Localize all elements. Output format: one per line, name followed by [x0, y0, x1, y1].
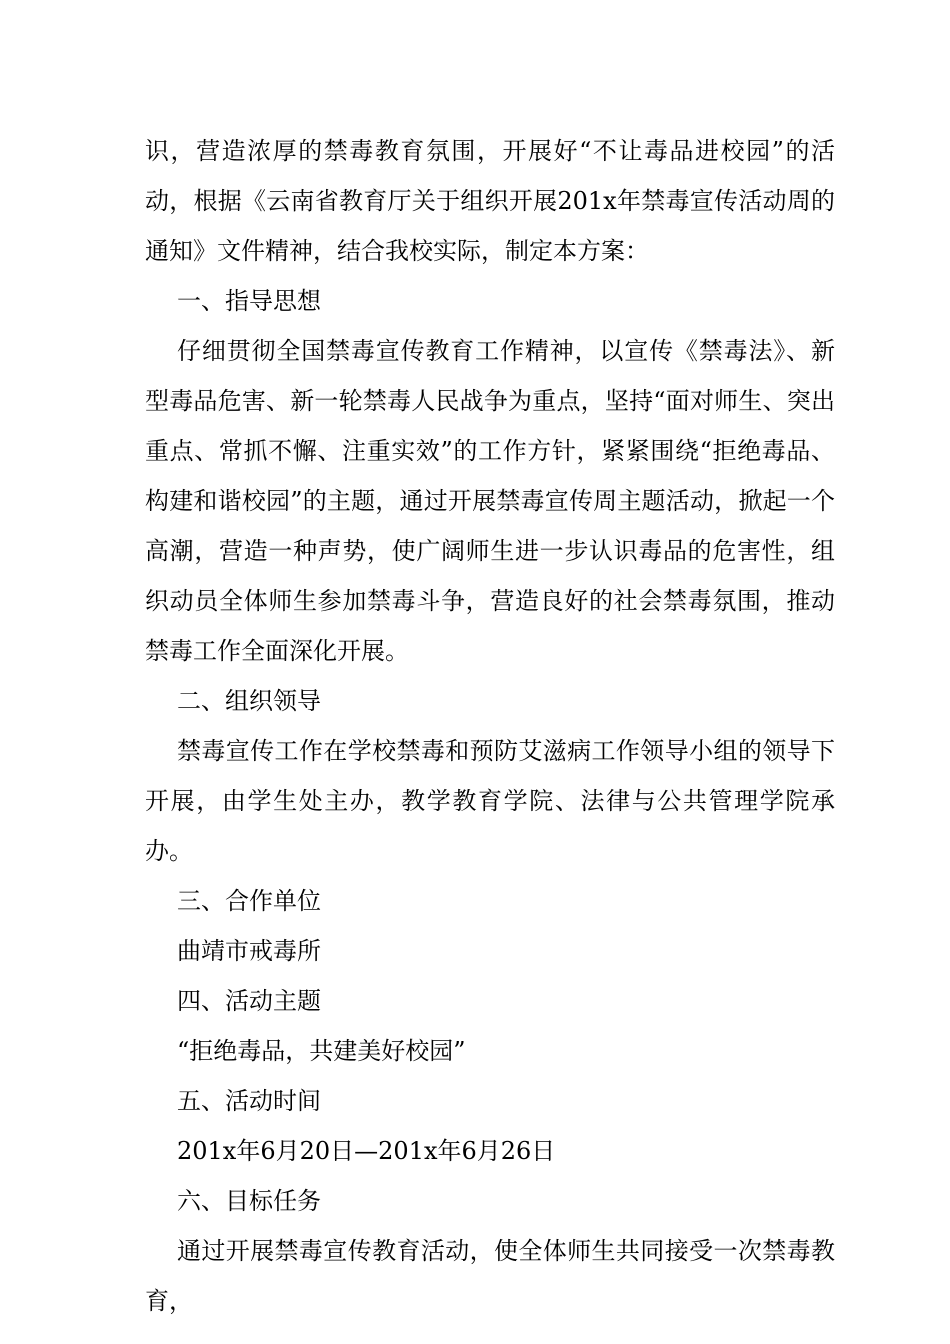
- paragraph-time: 201x年6月20日—201x年6月26日: [177, 1137, 556, 1165]
- section-heading-partners: 三、合作单位: [177, 887, 321, 915]
- paragraph-intro-continuation: 识，营造浓厚的禁毒教育氛围，开展好“不让毒品进校园”的活动，根据《云南省教育厅关于组织开展201x年禁毒宣传活动周的通知》文件精神，结合我校实际，制定本方案：: [145, 137, 835, 265]
- paragraph-theme: “拒绝毒品，共建美好校园”: [177, 1037, 466, 1065]
- section-heading-goals: 六、目标任务: [177, 1187, 321, 1215]
- section-heading-theme: 四、活动主题: [177, 987, 321, 1015]
- section-heading-guiding-ideology: 一、指导思想: [177, 287, 321, 315]
- paragraph-organization: 禁毒宣传工作在学校禁毒和预防艾滋病工作领导小组的领导下开展，由学生处主办，教学教育学院、法律与公共管理学院承办。: [145, 737, 835, 865]
- section-heading-organization: 二、组织领导: [177, 687, 321, 715]
- section-heading-time: 五、活动时间: [177, 1087, 321, 1115]
- document-body: [145, 126, 835, 1326]
- paragraph-guiding-ideology: 仔细贯彻全国禁毒宣传教育工作精神，以宣传《禁毒法》、新型毒品危害、新一轮禁毒人民战争为重点，坚持“面对师生、突出重点、常抓不懈、注重实效”的工作方针，紧紧围绕“拒绝毒品、构建和谐校园”的主题，通过开展禁毒宣传周主题活动，掀起一个高潮，营造一种声势，使广阔师生进一步认识毒品的危害性，组织动员全体师生参加禁毒斗争，营造良好的社会禁毒氛围，推动禁毒工作全面深化开展。: [145, 337, 835, 665]
- paragraph-goals: 通过开展禁毒宣传教育活动，使全体师生共同接受一次禁毒教育，: [145, 1237, 835, 1315]
- paragraph-partners: 曲靖市戒毒所: [177, 937, 321, 965]
